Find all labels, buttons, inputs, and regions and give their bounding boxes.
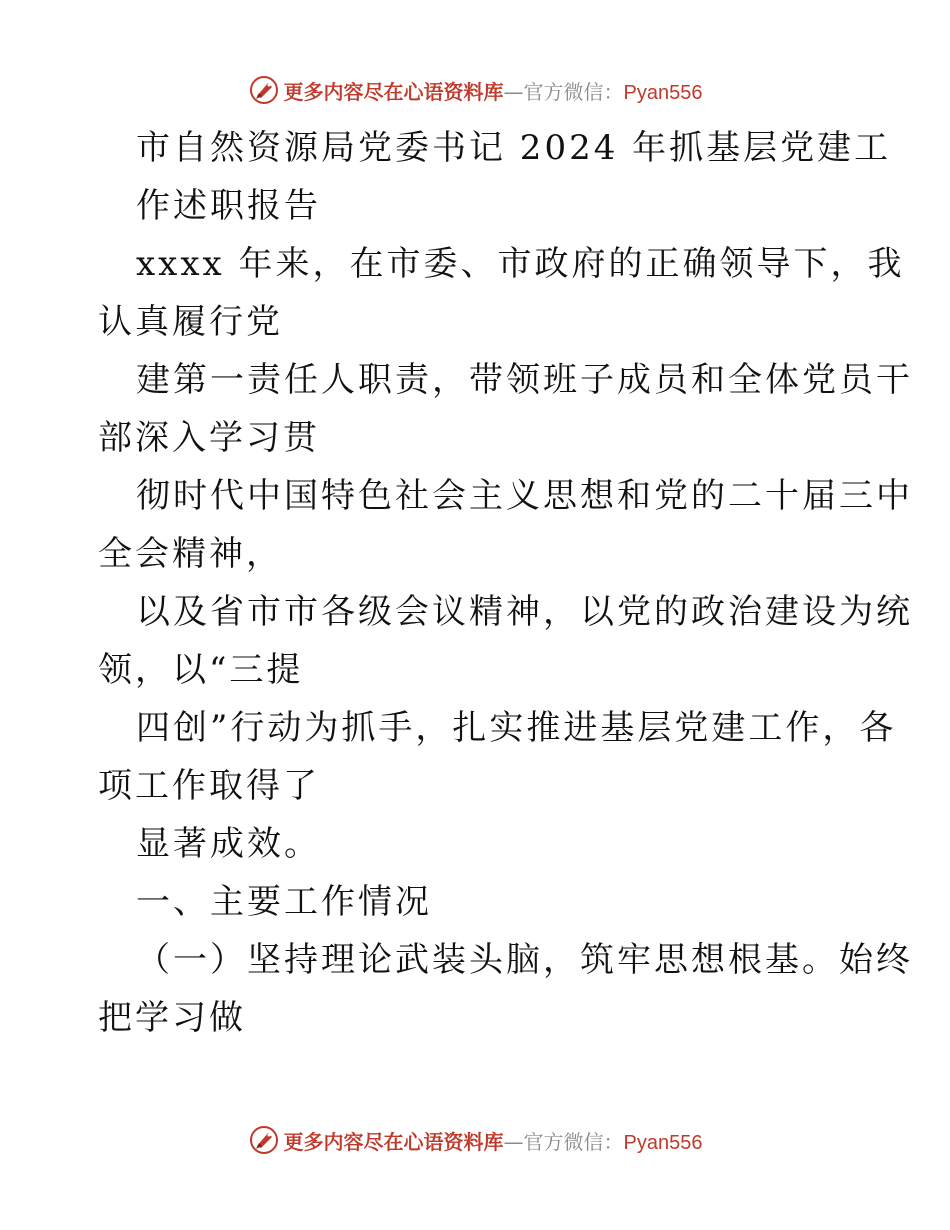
title-line-1: 市自然资源局党委书记 2024 年抓基层党建工 — [136, 128, 892, 168]
paragraph-line: 建第一责任人职责，带领班子成员和全体党员干 — [136, 360, 913, 400]
title-line-2: 作述职报告 — [136, 186, 321, 226]
paragraph-line: 以及省市市各级会议精神，以党的政治建设为统 — [136, 592, 913, 632]
banner-wechat-label: 官方微信： — [523, 1129, 624, 1154]
banner-red-text: 更多内容尽在心语资料库 — [283, 79, 504, 104]
paragraph-line: 显著成效。 — [136, 824, 321, 864]
banner-handle: Pyan556 — [623, 1131, 703, 1154]
paragraph-line: 四创”行动为抓手，扎实推进基层党建工作，各 — [136, 708, 897, 748]
banner-message — [284, 1126, 703, 1155]
banner-dash: — — [503, 1129, 524, 1154]
banner-handle: Pyan556 — [623, 81, 703, 104]
paragraph-line: 全会精神， — [98, 534, 283, 574]
footer-banner — [0, 1120, 950, 1160]
header-banner — [0, 70, 950, 110]
paragraph-line: 项工作取得了 — [98, 766, 320, 806]
paragraph-line: xxxx 年来，在市委、市政府的正确领导下，我 — [136, 244, 905, 284]
pen-nib-logo-icon — [248, 74, 280, 106]
paragraph-line: 部深入学习贯 — [98, 418, 320, 458]
paragraph-line: 彻时代中国特色社会主义思想和党的二十届三中 — [136, 476, 913, 516]
subsection-heading-line: （一）坚持理论武装头脑，筑牢思想根基。始终 — [136, 940, 913, 980]
banner-wechat-label: 官方微信： — [523, 79, 624, 104]
paragraph-line: 领，以“三提 — [98, 650, 304, 690]
paragraph-line: 把学习做 — [98, 998, 246, 1038]
banner-message — [284, 76, 703, 105]
pen-nib-logo-icon — [248, 1124, 280, 1156]
section-heading: 一、主要工作情况 — [136, 882, 432, 922]
paragraph-line: 认真履行党 — [98, 302, 283, 342]
banner-red-text: 更多内容尽在心语资料库 — [283, 1129, 504, 1154]
banner-dash: — — [503, 79, 524, 104]
